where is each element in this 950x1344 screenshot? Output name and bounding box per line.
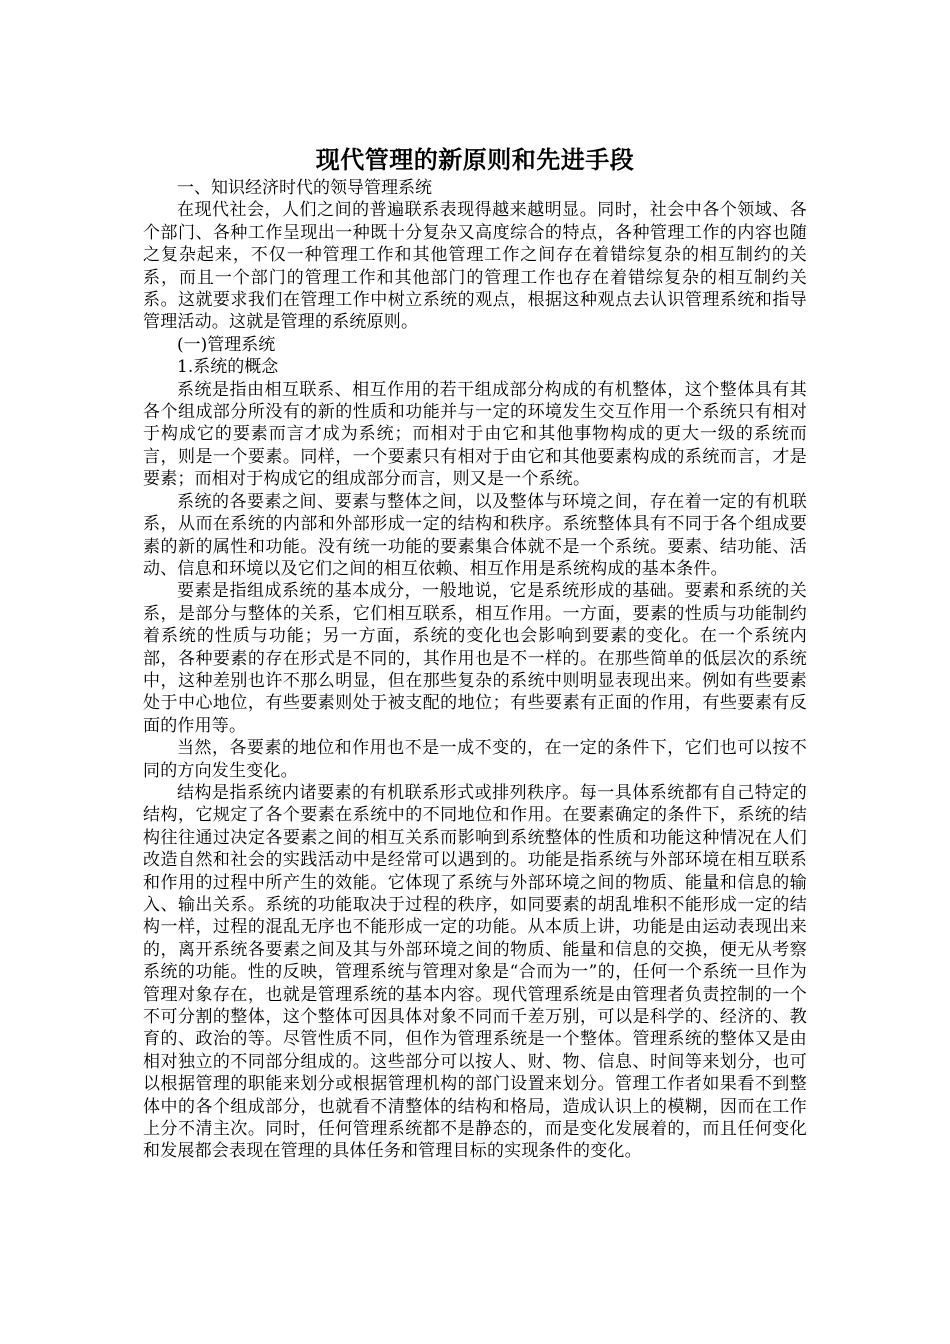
paragraph-1: 在现代社会，人们之间的普遍联系表现得越来越明显。同时，社会中各个领域、各个部门、各种工作呈现出一种既十分复杂又高度综合的特点，各种管理工作的内容也随之复杂起来，不仅一种管理工作和其他管理工作之间存在着错综复杂的相互制约的关系，而且一个部门的管理工作和其他部门的管理工作也存在着错综复杂的相互制约关系。这就要求我们在管理工作中树立系统的观点，根据这种观点去认识管理系统和指导管理活动。这就是管理的系统原则。 <box>143 200 807 333</box>
section-heading: 一、知识经济时代的领导管理系统 <box>177 178 432 198</box>
paragraph-5: 当然，各要素的地位和作用也不是一成不变的，在一定的条件下，它们也可以按不同的方向发生变化。 <box>143 738 807 781</box>
paragraph-3: 系统的各要素之间、要素与整体之间，以及整体与环境之间，存在着一定的有机联系，从而在系统的内部和外部形成一定的结构和秩序。系统整体具有不同于各个组成要素的新的属性和功能。没有统一功能的要素集合体就不是一个系统。要素、结功能、活动、信息和环境以及它们之间的相互依赖、相互作用是系统构成的基本条件。 <box>143 491 807 579</box>
sub-subsection-heading: 1.系统的概念 <box>177 357 279 378</box>
paragraph-6: 结构是指系统内诸要素的有机联系形式或排列秩序。每一具体系统都有自己特定的结构，它规定了各个要素在系统中的不同地位和作用。在要素确定的条件下，系统的结构往往通过决定各要素之间的相互关系而影响到系统整体的性质和功能这种情况在人们改造自然和社会的实践活动中是经常可以遇到的。功能是指系统与外部环境在相互联系和作用的过程中所产生的效能。它体现了系统与外部环境之间的物质、能量和信息的输入、输出关系。系统的功能取决于过程的秩序，如同要素的胡乱堆积不能形成一定的结构一样，过程的混乱无序也不能形成一定的功能。从本质上讲，功能是由运动表现出来的，离开系统各要素之间及其与外部环境之间的物质、能量和信息的交换，便无从考察系统的功能。性的反映，管理系统与管理对象是“合而为一”的，任何一个系统一旦作为管理对象存在，也就是管理系统的基本内容。现代管理系统是由管理者负责控制的一个不可分割的整体，这个整体可因具体对象不同而千差万别，可以是科学的、经济的、教育的、政治的等。尽管性质不同，但作为管理系统是一个整体。管理系统的整体又是由相对独立的不同部分组成的。这些部分可以按人、财、物、信息、时间等来划分，也可以根据管理的职能来划分或根据管理机构的部门设置来划分。管理工作者如果看不到整体中的各个组成部分，也就看不清整体的结构和格局，造成认识上的模糊，因而在工作上分不清主次。同时，任何管理系统都不是静态的，而是变化发展着的，而且任何变化和发展都会表现在管理的具体任务和管理目标的实现条件的变化。 <box>143 782 807 1162</box>
subsection-heading: (一)管理系统 <box>177 334 276 355</box>
document-page <box>143 143 807 1163</box>
paragraph-2: 系统是指由相互联系、相互作用的若干组成部分构成的有机整体，这个整体具有其各个组成部分所没有的新的性质和功能并与一定的环境发生交互作用一个系统只有相对于构成它的要素而言才成为系统；而相对于由它和其他事物构成的更大一级的系统而言，则是一个要素。同样，一个要素只有相对于由它和其他要素构成的系统而言，才是要素；而相对于构成它的组成部分而言，则又是一个系统。 <box>143 379 807 490</box>
document-title: 现代管理的新原则和先进手段 <box>315 146 635 174</box>
paragraph-4: 要素是指组成系统的基本成分，一般地说，它是系统形成的基础。要素和系统的关系，是部分与整体的关系，它们相互联系，相互作用。一方面，要素的性质与功能制约着系统的性质与功能；另一方面，系统的变化也会影响到要素的变化。在一个系统内部，各种要素的存在形式是不同的，其作用也是不一样的。在那些简单的低层次的系统中，这种差别也许不那么明显，但在那些复杂的系统中则明显表现出来。例如有些要素处于中心地位，有些要素则处于被支配的地位；有些要素有正面的作用，有些要素有反面的作用等。 <box>143 581 807 736</box>
